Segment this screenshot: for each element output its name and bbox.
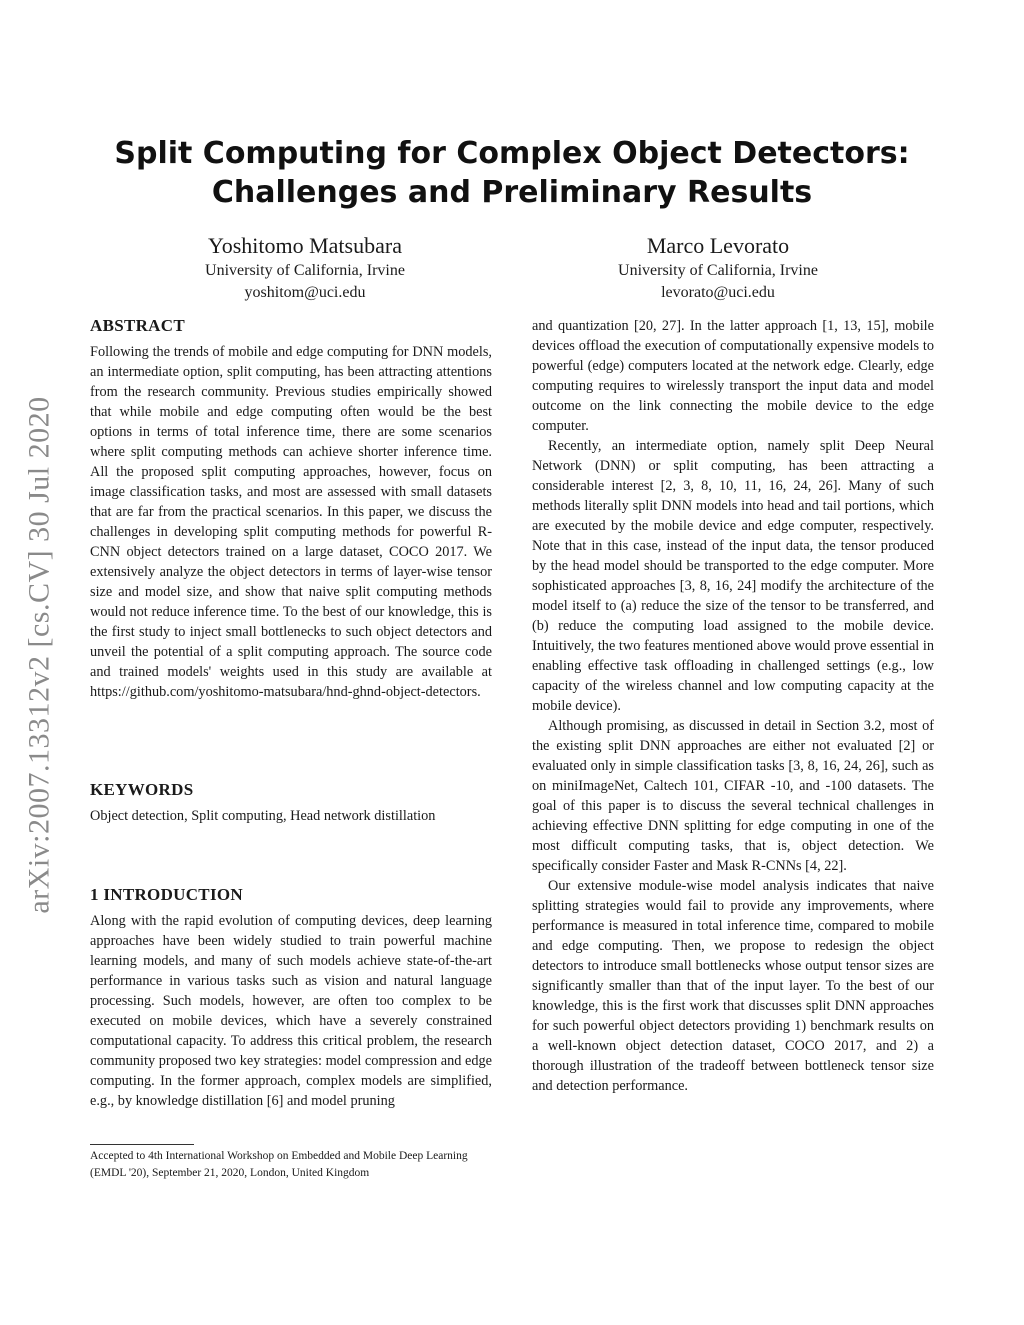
arxiv-identifier-text: arXiv:2007.13312v2 [cs.CV] 30 Jul 2020 [23,396,57,914]
author-email: yoshitom@uci.edu [244,284,366,301]
introduction-paragraph: Along with the rapid evolution of computing devices, deep learning approaches have been widely studied to train powerful machine learning models, and many of such models achieve state-of-the-art performance in various tasks such as vision and natural language processing. Such models, however, are often too complex to be executed on mobile devices, which have a severely constrained computational capacity. To address this critical problem, the research community proposed two key strategies: model compression and edge computing. In the former approach, complex models are simplified, e.g., by knowledge distillation [6] and model pruning [90,913,492,1109]
keywords-heading: KEYWORDS [90,780,194,799]
introduction-heading: 1 INTRODUCTION [90,885,243,904]
abstract-heading: ABSTRACT [90,316,185,335]
footnote-rule [90,1144,194,1145]
author-name: Marco Levorato [646,233,790,258]
paper-title [100,134,924,212]
title-line-1: Split Computing for Complex Object Detectors: [114,136,910,171]
body-paragraph-2: Recently, an intermediate option, namely split Deep Neural Network (DNN) or split computing, has been attracting a considerable interest [2, 3, 8, 10, 11, 16, 24, 26]. Many of such methods literally split DNN models into head and tail portions, which are executed by the mobile device and edge computer, respectively. Note that in this case, instead of the input data, the tensor produced by the head model should be transported to the edge computer. More sophisticated approaches [3, 8, 16, 24] modify the architecture of the model itself to (a) reduce the size of the tensor to be transferred, and (b) reduce the computing load assigned to the mobile device. Intuitively, the two features mentioned above would prove essential in enabling effective task offloading in challenged settings (e.g., low capacity of the wireless channel and low computing capacity at the mobile device). [532,438,934,714]
arxiv-identifier [18,365,62,945]
author-affiliation: University of California, Irvine [205,262,405,279]
author-block-1 [140,232,470,304]
footnote: Accepted to 4th International Workshop on Embedded and Mobile Deep Learning (EMDL '20), September 21, 2020, London, United Kingdom [90,1150,468,1179]
title-line-2: Challenges and Preliminary Results [211,175,813,210]
keywords-body [90,806,492,826]
abstract-paragraph: Following the trends of mobile and edge computing for DNN models, an intermediate option, split computing, has been attracting attentions from the research community. Previous studies empirically showed that while mobile and edge computing often would be the best options in terms of total inference time, there are some scenarios where split computing methods can achieve shorter inference time. All the proposed split computing approaches, however, focus on image classification tasks, and most are assessed with small datasets that are far from the practical scenarios. In this paper, we discuss the challenges in developing split computing methods for powerful R-CNN object detectors trained on a large dataset, COCO 2017. We extensively analyze the object detectors in terms of layer-wise tensor size and model size, and show that naive split computing methods would not reduce inference time. To the best of our knowledge, this is the first study to inject small bottlenecks to such object detectors and unveil the potential of a split computing approach. The source code and trained models' weights used in this study are available at https://github.com/yoshitomo-matsubara/hnd-ghnd-object-detectors. [90,344,492,700]
body-paragraph-3: Although promising, as discussed in detail in Section 3.2, most of the existing split DNN approaches are either not evaluated [2] or evaluated only in simple classification tasks [3, 8, 16, 24, 26], such as on miniImageNet, Caltech 101, CIFAR -10, and -100 datasets. The goal of this paper is to discuss the several technical challenges in achieving effective DNN splitting for edge computing in one of the most difficult computing tasks, that is, object detection. We specifically consider Faster and Mask R-CNNs [4, 22]. [532,718,934,874]
keywords-text: Object detection, Split computing, Head network distillation [90,808,436,824]
author-email: levorato@uci.edu [661,284,775,301]
author-block-2 [553,232,883,304]
body-paragraph-1: and quantization [20, 27]. In the latter approach [1, 13, 15], mobile devices offload the execution of computationally expensive models to powerful (edge) computers located at the network edge. Clearly, edge computing requires to wirelessly transport the input data and model outcome on the link connecting the mobile device to the edge computer. [532,318,934,434]
abstract-body [90,342,492,702]
introduction-body [90,911,492,1111]
author-affiliation: University of California, Irvine [618,262,818,279]
body-paragraph-4: Our extensive module-wise model analysis indicates that naive splitting strategies would fail to provide any improvements, where performance is measured in total inference time, compared to mobile and edge computing. Then, we propose to redesign the object detectors to introduce small bottlenecks whose output tensor sizes are significantly smaller than that of the input layer. To the best of our knowledge, this is the first work that discusses split DNN approaches for such powerful object detectors providing 1) benchmark results on a well-known object detection dataset, COCO 2017, and 2) a thorough illustration of the tradeoff between bottleneck tensor size and detection performance. [532,878,934,1094]
right-column-body [532,316,934,1096]
author-name: Yoshitomo Matsubara [208,233,402,258]
